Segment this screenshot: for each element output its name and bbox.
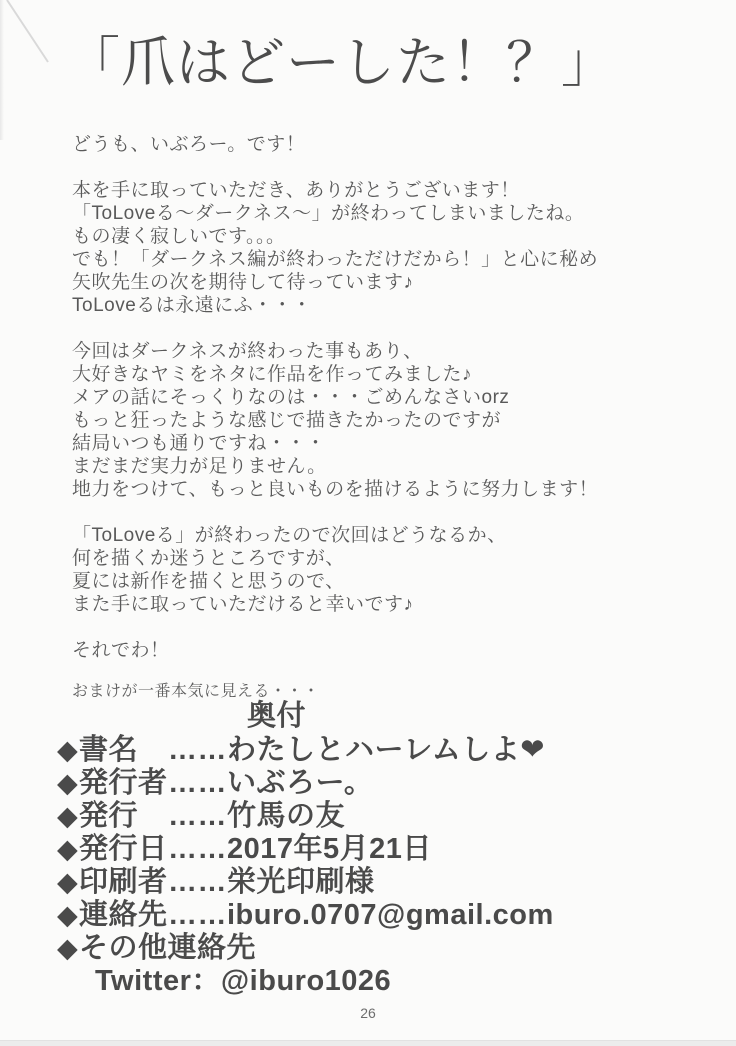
body-text-line: まだまだ実力が足りません。 (72, 456, 327, 477)
colophon-value: iburo.0707@gmail.com (227, 899, 554, 931)
diamond-bullet-icon: ◆ (57, 735, 79, 765)
body-text-line: 夏には新作を描くと思うので、 (72, 571, 345, 592)
colophon-value: わたしとハーレムしよ❤ (227, 734, 546, 766)
twitter-handle: Twitter：@iburo1026 (95, 965, 392, 997)
colophon-heading: 奥付 (247, 700, 307, 732)
diamond-bullet-icon: ◆ (57, 768, 79, 798)
colophon-label: 印刷者 (79, 866, 168, 898)
body-text-line: 何を描くか迷うところですが、 (72, 548, 345, 569)
body-text-line: 「ToLoveる」が終わったので次回はどうなるか、 (72, 525, 507, 546)
body-text-line: どうも、いぶろー。です！ (72, 134, 306, 155)
body-text-line (72, 156, 598, 179)
body-text-line: もっと狂ったような感じで描きたかったのですが (72, 410, 502, 431)
colophon-dots: …… (168, 866, 227, 898)
colophon-dots: …… (168, 800, 227, 832)
colophon-value: 栄光印刷様 (227, 866, 375, 898)
colophon-label: 発行者 (79, 767, 168, 799)
scan-left-edge (0, 0, 4, 140)
colophon-row (57, 899, 717, 932)
colophon-row (57, 767, 717, 800)
diamond-bullet-icon: ◆ (57, 933, 79, 963)
body-text-line (72, 501, 598, 524)
colophon-value: 2017年5月21日 (227, 833, 432, 865)
diamond-bullet-icon: ◆ (57, 801, 79, 831)
body-text-line: 大好きなヤミをネタに作品を作ってみました♪ (72, 364, 473, 385)
colophon-label: 発行日 (79, 833, 168, 865)
colophon-label: 連絡先 (79, 899, 168, 931)
colophon-row (57, 833, 717, 866)
page-number: 26 (360, 1005, 376, 1021)
body-text-line: でも！「ダークネス編が終わっただけだから！」と心に秘め (72, 249, 599, 270)
body-text-line: 「ToLoveる～ダークネス～」が終わってしまいましたね。 (72, 203, 585, 224)
body-text-line: 今回はダークネスが終わった事もあり、 (72, 341, 423, 362)
colophon-value: 竹馬の友 (227, 800, 346, 832)
body-text-line: もの凄く寂しいです。。。 (72, 226, 286, 247)
scan-artifact-line (0, 0, 70, 80)
body-text-line (72, 317, 598, 340)
colophon-section (57, 700, 717, 998)
colophon-rows (57, 734, 717, 965)
page-title: 「爪はどーした！？」 (66, 33, 616, 93)
footnote-text: おまけが一番本気に見える・・・ (72, 683, 320, 700)
diamond-bullet-icon: ◆ (57, 867, 79, 897)
colophon-dots: …… (168, 734, 227, 766)
body-text-line: 矢吹先生の次を期待して待っています♪ (72, 272, 414, 293)
colophon-row (57, 800, 717, 833)
body-text-line (72, 616, 598, 639)
body-text-line: 地力をつけて、もっと良いものを描けるように努力します！ (72, 479, 599, 500)
diamond-bullet-icon: ◆ (57, 900, 79, 930)
body-text-line: 本を手に取っていただき、ありがとうございます！ (72, 180, 520, 201)
colophon-dots: …… (168, 899, 227, 931)
colophon-label: 書名 (79, 734, 139, 766)
colophon-dots: …… (168, 767, 227, 799)
colophon-row (57, 932, 717, 965)
body-text-line: メアの話にそっくりなのは・・・ごめんなさいorz (72, 387, 510, 408)
colophon-row (57, 866, 717, 899)
colophon-row (57, 734, 717, 767)
body-text-line: それでわ！ (72, 640, 170, 661)
colophon-label: その他連絡先 (79, 932, 257, 964)
body-text-line: また手に取っていただけると幸いです♪ (72, 594, 414, 615)
body-text-line: 結局いつも通りですね・・・ (72, 433, 326, 454)
body-text-line: ToLoveるは永遠にふ・・・ (72, 295, 312, 316)
colophon-value: いぶろー。 (227, 767, 374, 799)
colophon-label: 発行 (79, 800, 139, 832)
colophon-dots: …… (168, 833, 227, 865)
diamond-bullet-icon: ◆ (57, 834, 79, 864)
afterword-body (72, 133, 598, 662)
scan-bottom-edge (0, 1040, 736, 1046)
